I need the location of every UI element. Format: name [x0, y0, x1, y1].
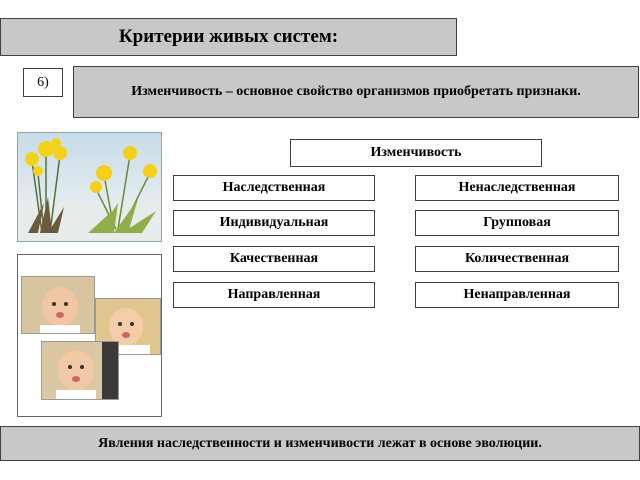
- category-quantitative: Количественная: [415, 246, 619, 272]
- category-individual: Индивидуальная: [173, 210, 375, 236]
- category-hereditary: Наследственная: [173, 175, 375, 201]
- slide-title: Критерии живых систем:: [0, 18, 457, 56]
- category-group: Групповая: [415, 210, 619, 236]
- baby-photo-3: [41, 341, 119, 400]
- baby-photo-1: [21, 276, 95, 334]
- category-qualitative: Качественная: [173, 246, 375, 272]
- conclusion-footer: Явления наследственности и изменчивости лежат в основе эволюции.: [0, 426, 640, 461]
- baby-faces-photo: [17, 254, 162, 417]
- dandelion-photo: [17, 132, 162, 242]
- variability-root-box: Изменчивость: [290, 139, 542, 167]
- dandelion-illustration: [18, 133, 161, 241]
- category-directed: Направленная: [173, 282, 375, 308]
- item-number-badge: 6): [23, 68, 63, 97]
- definition-box: Изменчивость – основное свойство организмов приобретать признаки.: [73, 66, 639, 118]
- category-undirected: Ненаправленная: [415, 282, 619, 308]
- category-non-hereditary: Ненаследственная: [415, 175, 619, 201]
